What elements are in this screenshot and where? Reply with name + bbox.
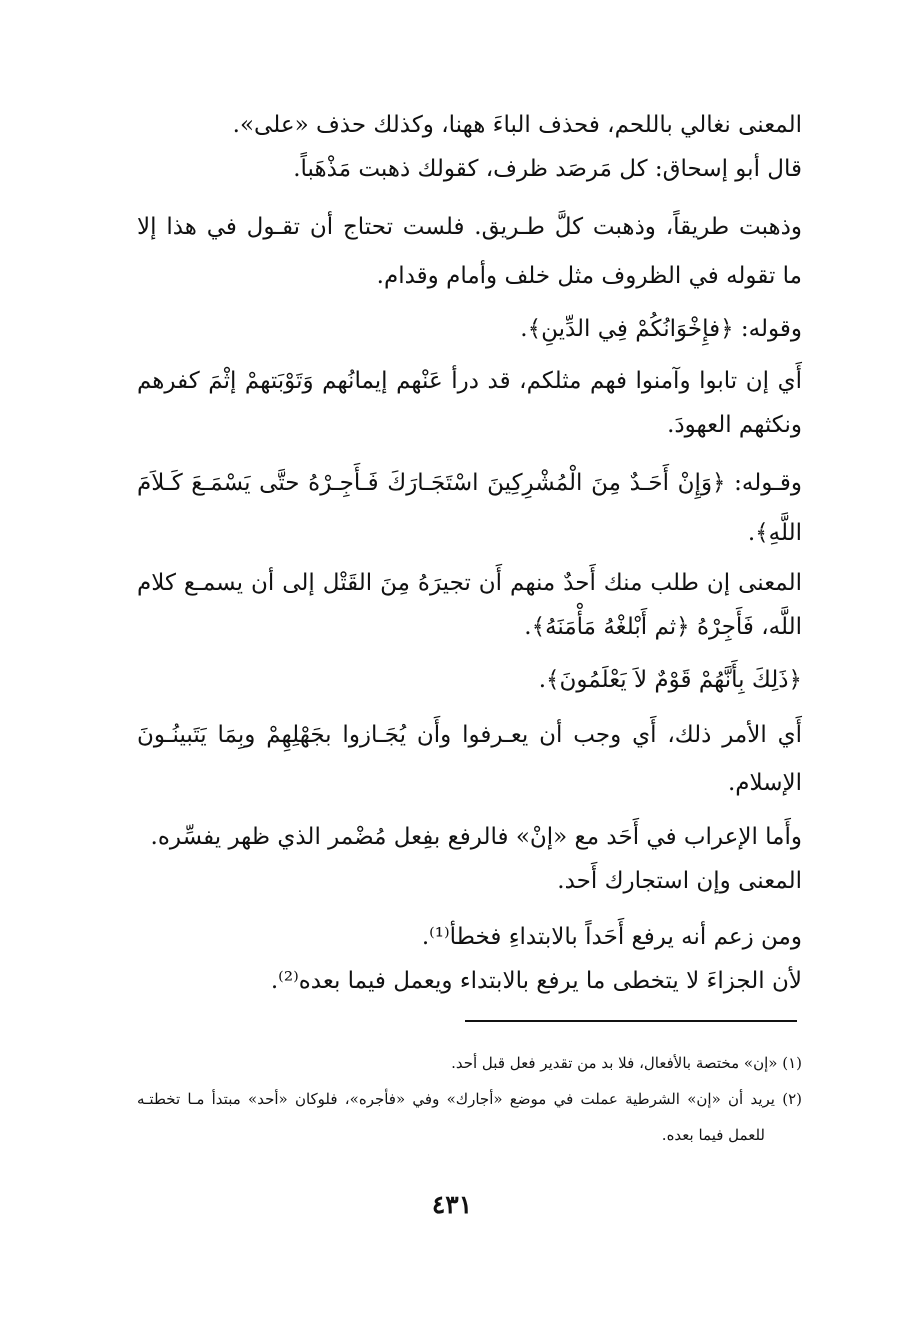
text-line-10: المعنى إن طلب منك أَحدٌ منهم أَن تجيرَهُ مِنَ القَتْل إلى أن يسمـع كلام: [137, 570, 802, 596]
text-line-18: لأن الجزاءَ لا يتخطى ما يرفع بالابتداء ويعمل فيما بعده⁽²⁾.: [270, 968, 802, 994]
text-line-15: وأَما الإعراب في أَحَد مع «إنْ» فالرفع بفِعل مُضْمر الذي ظهر يفسِّره.: [150, 824, 802, 850]
footnote-divider: [465, 1020, 797, 1022]
text-line-11: اللَّه، فَأَجِرْهُ ﴿ثم أَبْلغْهُ مَأْمَنَهُ﴾.: [524, 614, 802, 640]
text-line-9: اللَّهِ﴾.: [747, 520, 802, 546]
text-line-2: قال أبو إسحاق: كل مَرصَد ظرف، كقولك ذهبت مَذْهَباً.: [293, 156, 802, 182]
text-line-17: ومن زعم أنه يرفع أَحَداً بالابتداءِ فخطأ⁽¹⁾.: [421, 924, 802, 950]
footnote-2-continuation: للعمل فيما بعده.: [661, 1126, 765, 1144]
text-line-14: الإسلام.: [727, 770, 802, 796]
text-line-12: ﴿ذَلِكَ بِأَنَّهُمْ قَوْمٌ لاَ يَعْلَمُونَ﴾.: [538, 667, 802, 693]
text-line-16: المعنى وإن استجارك أَحد.: [557, 868, 802, 894]
text-line-8: وقـوله: ﴿وَإِنْ أَحَـدٌ مِنَ الْمُشْرِكِينَ اسْتَجَـارَكَ فَـأَجِـرْهُ حتَّى يَسْمَـعَ كَـلاَمَ: [137, 470, 802, 496]
footnote-2: (٢) يريد أن «إن» الشرطية عملت في موضع «أجارك» وفي «فأجره»، فلوكان «أحد» مبتدأ مـا تخطتـه: [137, 1090, 802, 1108]
text-line-4: ما تقوله في الظروف مثل خلف وأمام وقدام.: [376, 263, 802, 289]
footnote-1: (١) «إن» مختصة بالأفعال، فلا بد من تقدير فعل قبل أحد.: [451, 1054, 802, 1072]
text-line-7: ونكثهم العهودَ.: [667, 412, 802, 438]
text-line-13: أَي الأمر ذلك، أَي وجب أن يعـرفوا وأَن يُجَـازوا بجَهْلِهِمْ وبِمَا يَتَبينُـونَ: [137, 722, 802, 748]
page-number: ٤٣١: [431, 1190, 473, 1219]
text-line-5: وقوله: ﴿فإِخْوَانُكُمْ فِي الدِّينِ﴾.: [520, 316, 802, 342]
text-line-1: المعنى نغالي باللحم، فحذف الباءَ ههنا، وكذلك حذف «على».: [232, 112, 802, 138]
text-line-6: أَي إن تابوا وآمنوا فهم مثلكم، قد درأ عَنْهم إيمانُهم وَتَوْبَتهمْ إثْمَ كفرهم: [137, 368, 802, 394]
text-line-3: وذهبت طريقاً، وذهبت كلَّ طـريق. فلست تحتاج أن تقـول في هذا إلا: [137, 214, 802, 240]
